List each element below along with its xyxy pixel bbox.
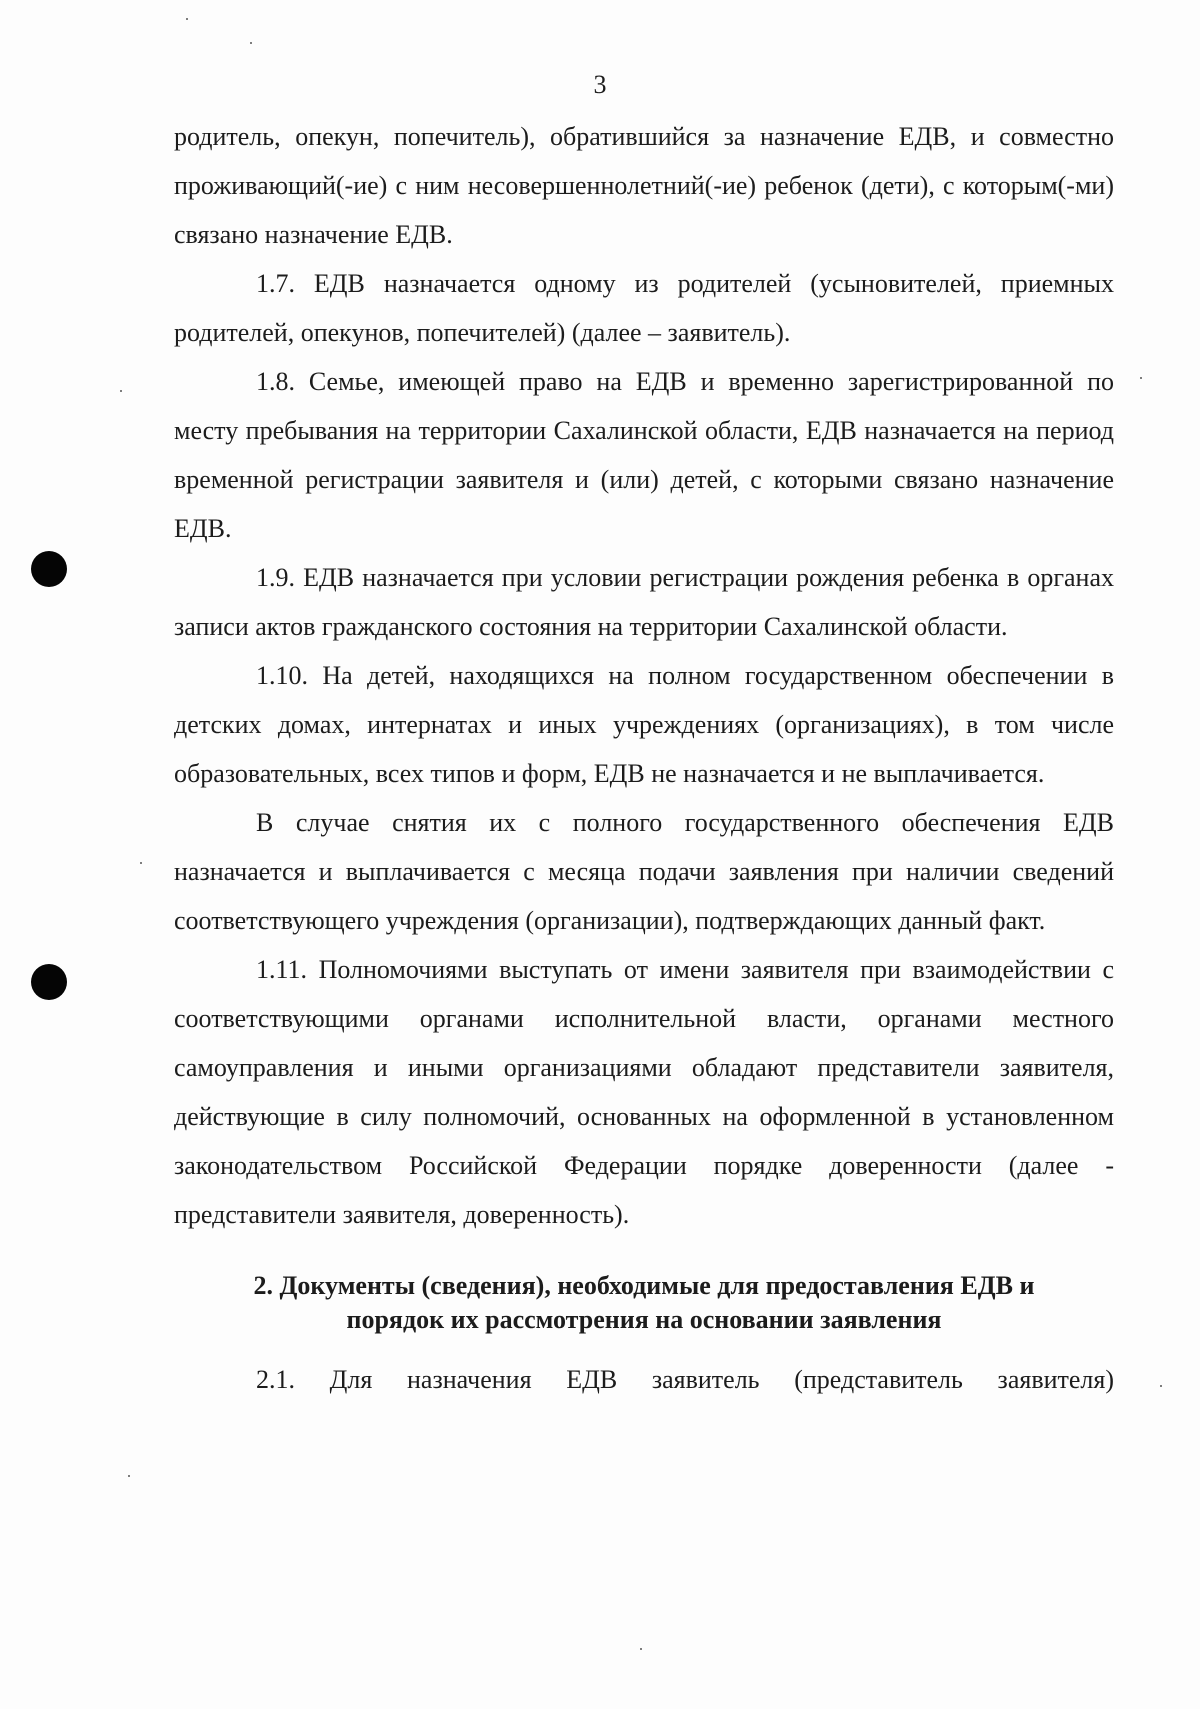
paragraph-1-11: 1.11. Полномочиями выступать от имени заявителя при взаимодействии с соответствующими органами исполнительной власти, органами местного самоуправления и иными организациями обладают представители заявителя, действующие в силу полномочий, основанных на оформленной в установленном законодательством Российской Федерации порядке доверенности (далее - представители заявителя, доверенность).	[174, 955, 1114, 1229]
document-body	[174, 112, 1114, 1404]
scan-speck	[1140, 377, 1142, 379]
section-heading-line-1: 2. Документы (сведения), необходимые для предоставления ЕДВ и	[253, 1271, 1035, 1300]
scan-speck	[186, 18, 188, 20]
scan-speck	[640, 1648, 642, 1650]
scan-speck	[1160, 1385, 1162, 1387]
paragraph-continuation: родитель, опекун, попечитель), обратившийся за назначение ЕДВ, и совместно проживающий(-ие) с ним несовершеннолетний(-ие) ребенок (дети), с которым(-ми) связано назначение ЕДВ.	[174, 122, 1114, 249]
section-heading-line-2: порядок их рассмотрения на основании заявления	[346, 1305, 942, 1334]
paragraph-2-1: 2.1. Для назначения ЕДВ заявитель (представитель заявителя)	[256, 1365, 1114, 1394]
paragraph-1-8: 1.8. Семье, имеющей право на ЕДВ и временно зарегистрированной по месту пребывания на территории Сахалинской области, ЕДВ назначается на период временной регистрации заявителя и (или) детей, с которыми связано назначение ЕДВ.	[174, 367, 1114, 543]
punch-hole-bottom	[31, 964, 67, 1000]
scan-speck	[128, 1475, 130, 1477]
section-heading	[174, 1269, 1114, 1337]
punch-hole-top	[31, 551, 67, 587]
page-number: 3	[593, 70, 607, 99]
paragraph-1-7: 1.7. ЕДВ назначается одному из родителей (усыновителей, приемных родителей, опекунов, попечителей) (далее – заявитель).	[174, 269, 1114, 347]
scan-speck	[140, 862, 142, 864]
scan-speck	[120, 390, 122, 392]
paragraph-1-10: 1.10. На детей, находящихся на полном государственном обеспечении в детских домах, интернатах и иных учреждениях (организациях), в том числе образовательных, всех типов и форм, ЕДВ не назначается и не выплачивается.	[174, 661, 1114, 788]
paragraph-1-9: 1.9. ЕДВ назначается при условии регистрации рождения ребенка в органах записи актов гражданского состояния на территории Сахалинской области.	[174, 563, 1114, 641]
paragraph-1-10-continued: В случае снятия их с полного государственного обеспечения ЕДВ назначается и выплачивается с месяца подачи заявления при наличии сведений соответствующего учреждения (организации), подтверждающих данный факт.	[174, 808, 1114, 935]
scan-speck	[250, 42, 252, 44]
